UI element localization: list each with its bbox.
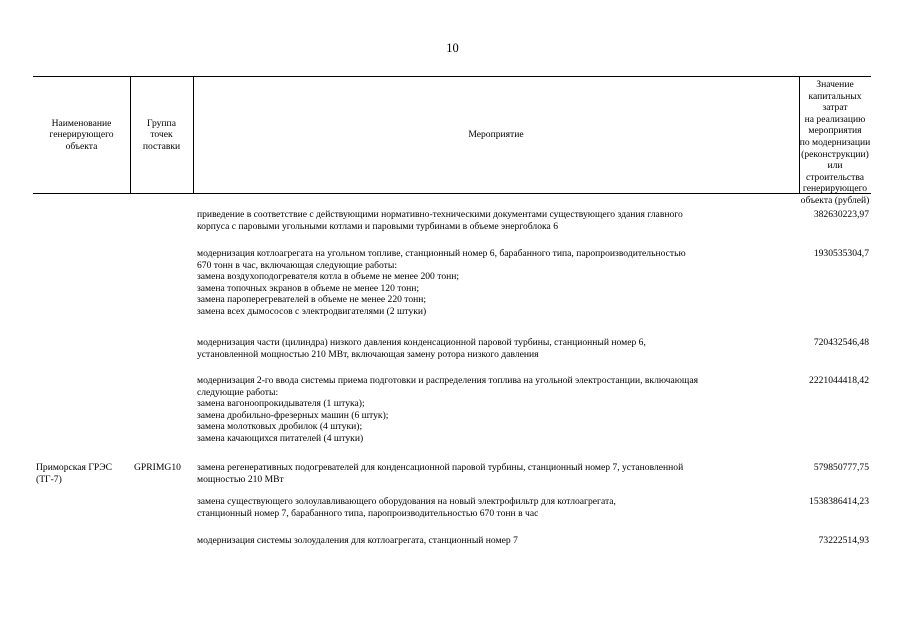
header-object-name: Наименование генерирующего объекта: [33, 77, 131, 193]
measure-cell: замена регенеративных подогревателей для конденсационной паровой турбины, станционный номер 7, установленной мощностью 210 МВт: [197, 462, 684, 485]
page-number: 10: [446, 41, 459, 55]
measure-cell: приведение в соответствие с действующими нормативно-техническими документами существующего здания главного корпуса с паровыми угольными котлами и паровыми турбинами в объеме энергоблока 6: [197, 209, 683, 232]
value-cell: 720432546,48: [813, 337, 869, 348]
value-cell: 382630223,97: [813, 209, 869, 220]
value-cell: 1538386414,23: [809, 496, 869, 507]
value-cell: 579850777,75: [813, 462, 869, 473]
table-header: [33, 76, 871, 206]
header-measure: Мероприятие: [193, 77, 800, 193]
group-cell: GPRIMG10: [134, 462, 181, 473]
measure-cell: замена существующего золоулавливающего оборудования на новый электрофильтр для котлоагрегата, станционный номер 7, барабанного типа, паропроизводительностью 670 тонн в час: [197, 496, 616, 519]
header-value: Значение капитальных затрат на реализацию мероприятия по модернизации (реконструкции) или строительства генерирующего объекта (рублей): [799, 79, 871, 206]
measure-cell: модернизация 2-го ввода системы приема подготовки и распределения топлива на угольной электростанции, включающая следующие работы: замена вагоноопрокидывателя (1 штука); замена дробильно-фрезерных машин (6 штук); замена молотковых дробилок (4 штуки); замена качающихся питателей (4 штуки): [197, 375, 698, 444]
value-cell: 1930535304,7: [813, 248, 869, 259]
object-name-cell: Приморская ГРЭС (ТГ-7): [36, 462, 112, 485]
measure-cell: модернизация системы золоудаления для котлоагрегата, станционный номер 7: [197, 535, 518, 546]
value-cell: 2221044418,42: [809, 375, 869, 386]
measure-cell: модернизация части (цилиндра) низкого давления конденсационной паровой турбины, станционный номер 6, установленной мощностью 210 МВт, включающая замену ротора низкого давления: [197, 337, 646, 360]
measure-cell: модернизация котлоагрегата на угольном топливе, станционный номер 6, барабанного типа, паропроизводительностью 670 тонн в час, включающая следующие работы: замена воздухоподогревателя котла в объеме не менее 200 тонн; замена топочных экранов в объеме не менее 120 тонн; замена пароперегревателей в объеме не менее 220 тонн; замена всех дымососов с электродвигателями (2 штуки): [197, 248, 686, 317]
header-group: Группа точек поставки: [130, 77, 194, 193]
capex-table: [33, 76, 871, 546]
value-cell: 73222514,93: [818, 535, 869, 546]
